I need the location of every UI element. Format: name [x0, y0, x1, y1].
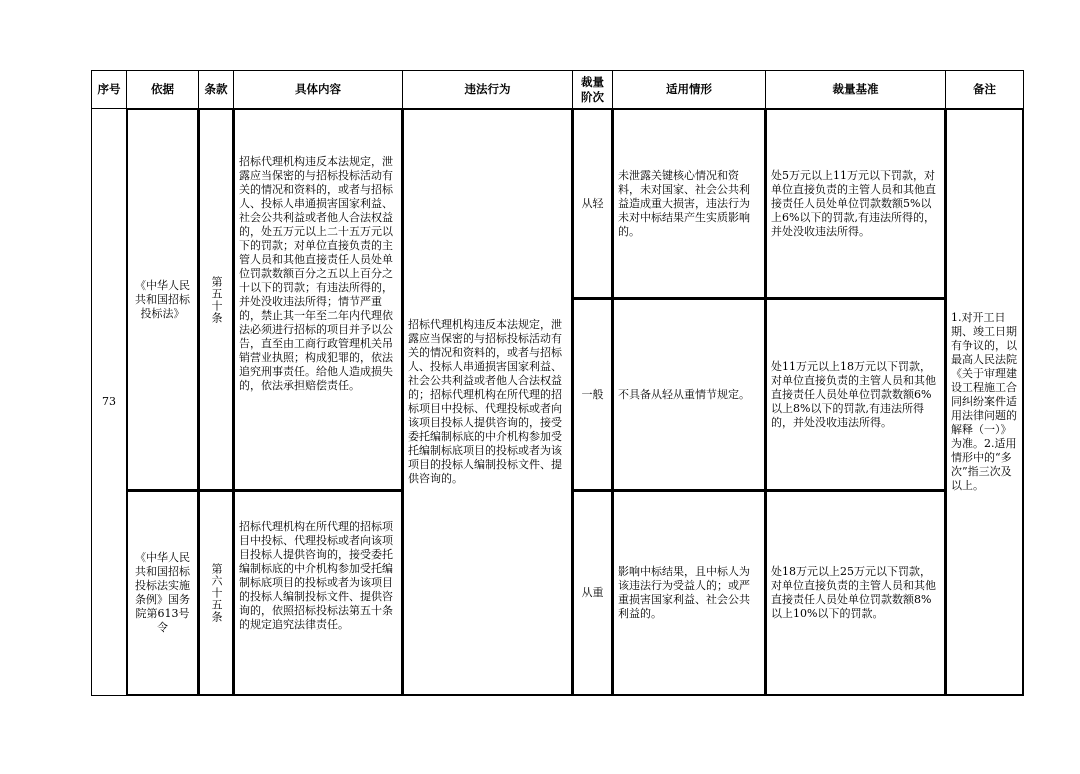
level-cell-light — [573, 109, 613, 299]
basis-law: 《中华人民共和国招标投标法》 — [127, 109, 198, 490]
level-heavy: 从重 — [573, 491, 612, 695]
level-cell-heavy — [573, 491, 613, 696]
violation-text: 招标代理机构违反本法规定，泄露应当保密的与招标投标活动有关的情况和资料的，或者与招标人、投标人串通损害国家利益、社会公共利益或者他人合法权益的；招标代理机构在所代理的招标项目中投标、代理投标或者向该项目投标人提供咨询的，接受委托编制标底的中介机构参加受托编制标底项目的投标或者为该项目的投标人编制投标文件、提供咨询的。 — [408, 318, 562, 485]
header-row — [92, 71, 1024, 109]
level-cell-normal — [573, 299, 613, 491]
table-row — [92, 109, 1024, 299]
basis-regulation: 《中华人民共和国招标投标法实施条例》国务院第613号令 — [127, 491, 198, 695]
header-violation: 违法行为 — [403, 71, 573, 109]
content-cell-1 — [234, 109, 403, 491]
situation-cell-normal — [613, 299, 766, 491]
violation-cell — [403, 109, 573, 696]
header-standard: 裁量基准 — [766, 71, 946, 109]
standard-heavy: 处18万元以上25万元以下罚款，对单位直接负责的主管人员和其他直接责任人员处单位罚款数额8%以上10%以下的罚款。 — [771, 565, 936, 620]
standard-normal: 处11万元以上18万元以下罚款，对单位直接负责的主管人员和其他直接责任人员处单位罚款数额6%以上8%以下的罚款,有违法所得的，并处没收违法所得。 — [771, 359, 936, 429]
remarks-text: 1.对开工日期、竣工日期有争议的，以最高人民法院《关于审理建设工程施工合同纠纷案件适用法律问题的解释（一）》为准。2.适用情形中的“多次”指三次及以上。 — [951, 311, 1017, 492]
clause-65: 第六十五条 — [210, 563, 223, 623]
situation-cell-heavy — [613, 491, 766, 696]
content-text-1: 招标代理机构违反本法规定，泄露应当保密的与招标投标活动有关的情况和资料的，或者与招标人、投标人串通损害国家利益、社会公共利益或者他人合法权益的，处五万元以上二十五万元以下的罚款；对单位直接负责的主管人员和其他直接责任人员处单位罚款数额百分之五以上百分之十以下的罚款；有违法所得的，并处没收违法所得；情节严重的，禁止其一年至二年内代理依法必须进行招标的项目并予以公告，直至由工商行政管理机关吊销营业执照；构成犯罪的，依法追究刑事责任。给他人造成损失的，依法承担赔偿责任。 — [234, 109, 402, 490]
header-basis: 依据 — [127, 71, 199, 109]
situation-cell-light — [613, 109, 766, 299]
content-cell-2 — [234, 491, 403, 696]
standard-cell-heavy — [766, 491, 946, 696]
clause-50: 第五十条 — [210, 275, 223, 324]
penalty-discretion-table — [91, 70, 1024, 696]
situation-light: 未泄露关键核心情况和资料，未对国家、社会公共利益造成重大损害，违法行为未对中标结果产生实质影响的。 — [618, 168, 750, 238]
standard-cell-light — [766, 109, 946, 299]
clause-cell-2 — [199, 491, 234, 696]
header-situation: 适用情形 — [613, 71, 766, 109]
clause-cell-1 — [199, 109, 234, 491]
situation-heavy: 影响中标结果，且中标人为该违法行为受益人的；或严重损害国家利益、社会公共利益的。 — [618, 565, 750, 620]
header-clause: 条款 — [199, 71, 234, 109]
basis-cell-1 — [127, 109, 199, 491]
level-light: 从轻 — [573, 109, 612, 298]
level-normal: 一般 — [573, 299, 612, 490]
standard-cell-normal — [766, 299, 946, 491]
basis-cell-2 — [127, 491, 199, 696]
situation-normal: 不具备从轻从重情节规定。 — [618, 387, 750, 401]
remarks-cell — [946, 109, 1024, 696]
content-text-2: 招标代理机构在所代理的招标项目中投标、代理投标或者向该项目投标人提供咨询的，接受委托编制标底的中介机构参加受托编制标底项目的投标或者为该项目的投标人编制投标文件、提供咨询的，依照招标投标法第五十条的规定追究法律责任。 — [234, 491, 402, 695]
header-content: 具体内容 — [234, 71, 403, 109]
header-remarks: 备注 — [946, 71, 1024, 109]
standard-light: 处5万元以上11万元以下罚款，对单位直接负责的主管人员和其他直接责任人员处单位罚款数额5%以上6%以下的罚款,有违法所得的，并处没收违法所得。 — [771, 168, 936, 238]
seq-cell: 73 — [92, 109, 127, 696]
header-level: 裁量阶次 — [573, 71, 613, 109]
header-seq: 序号 — [92, 71, 127, 109]
